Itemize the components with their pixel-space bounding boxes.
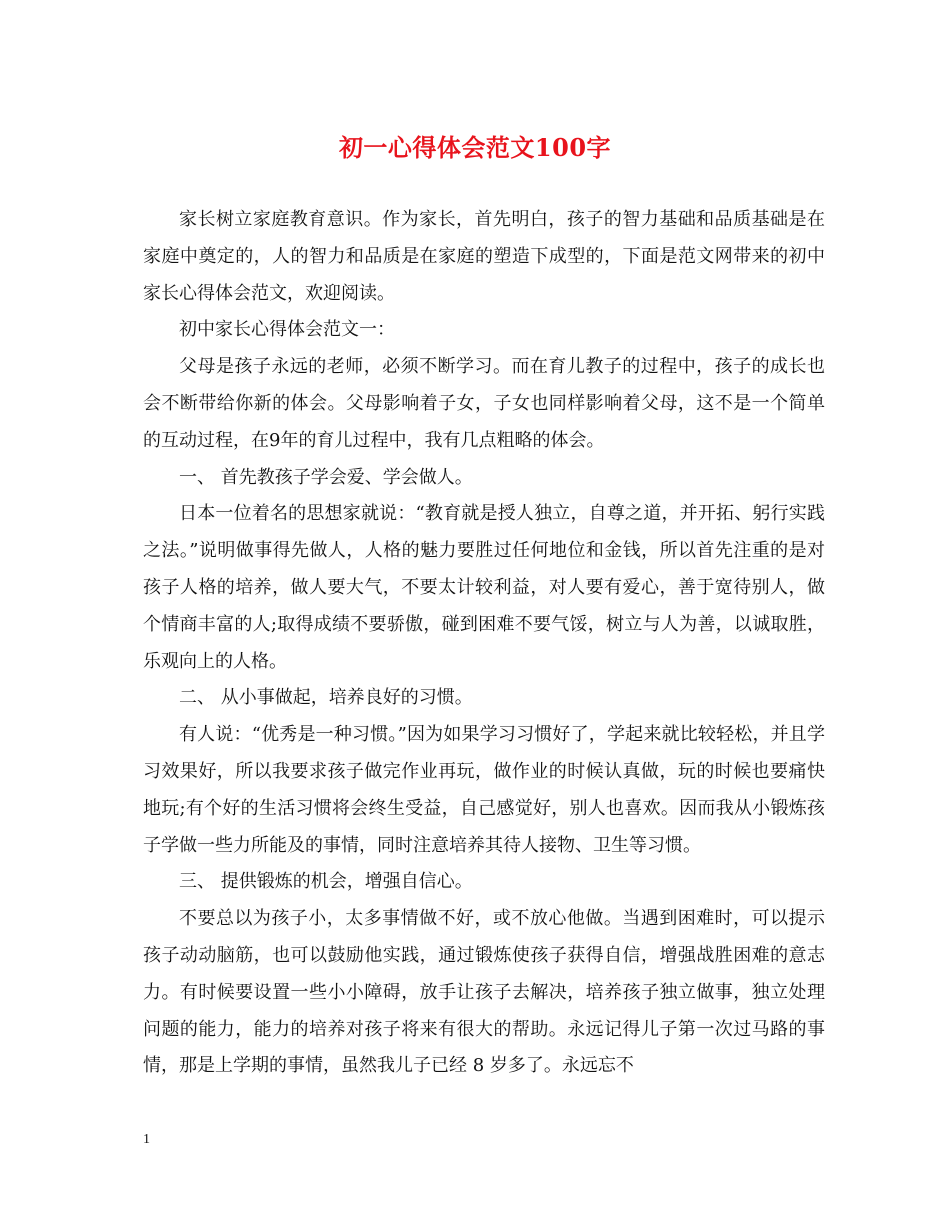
point-heading-three: 三、 提供锻炼的机会，增强自信心。 (179, 871, 473, 893)
body-paragraph: 不要总以为孩子小，太多事情做不好，或不放心他做。当遇到困难时，可以提示孩子动动脑筋，也可以鼓励他实践，通过锻炼使孩子获得自信，增强战胜困难的意志力。有时候要设置一些小小障碍，放手让孩子去解决，培养孩子独立做事，独立处理问题的能力，能力的培养对孩子将来有很大的帮助。永远记得儿子第一次过马路的事情，那是上学期的事情，虽然我儿子已经 8 岁多了。永远忘不 (143, 908, 825, 1077)
body-paragraph: 父母是孩子永远的老师，必须不断学习。而在育儿教子的过程中，孩子的成长也会不断带给你新的体会。父母影响着子女，子女也同样影响着父母，这不是一个简单的互动过程，在9年的育儿过程中，我有几点粗略的体会。 (143, 356, 825, 451)
body-paragraph: 日本一位着名的思想家就说：“教育就是授人独立，自尊之道，并开拓、躬行实践之法。”说明做事得先做人，人格的魅力要胜过任何地位和金钱，所以首先注重的是对孩子人格的培养，做人要大气，不要太计较利益，对人要有爱心，善于宽待别人，做个情商丰富的人;取得成绩不要骄傲，碰到困难不要气馁，树立与人为善，以诚取胜，乐观向上的人格。 (143, 503, 825, 672)
page-number: 1 (143, 1132, 150, 1147)
body-paragraph: 有人说：“优秀是一种习惯。”因为如果学习习惯好了，学起来就比较轻松，并且学习效果好，所以我要求孩子做完作业再玩，做作业的时候认真做，玩的时候也要痛快地玩;有个好的生活习惯将会终生受益，自己感觉好，别人也喜欢。因而我从小锻炼孩子学做一些力所能及的事情，同时注意培养其待人接物、卫生等习惯。 (143, 724, 825, 856)
document-body (143, 202, 825, 1085)
intro-paragraph: 家长树立家庭教育意识。作为家长，首先明白，孩子的智力基础和品质基础是在家庭中奠定的，人的智力和品质是在家庭的塑造下成型的，下面是范文网带来的初中家长心得体会范文，欢迎阅读。 (143, 209, 825, 304)
section-heading-sample-one: 初中家长心得体会范文一： (179, 319, 395, 341)
point-heading-one: 一、 首先教孩子学会爱、学会做人。 (179, 466, 473, 488)
point-heading-two: 二、 从小事做起，培养良好的习惯。 (179, 687, 473, 709)
document-title: 初一心得体会范文100字 (338, 133, 612, 162)
